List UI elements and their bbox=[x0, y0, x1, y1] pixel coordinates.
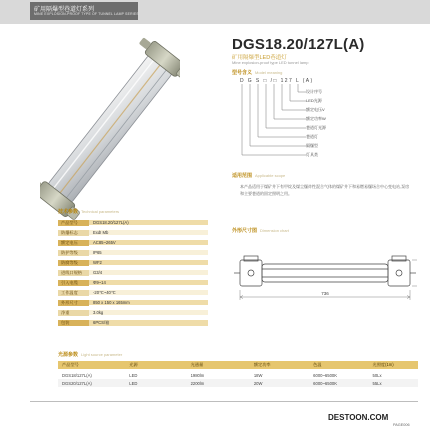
meaning-item: 设计序号 bbox=[306, 89, 322, 94]
dimension-length-label: 736 bbox=[321, 291, 329, 296]
param-label: 防腐等级 bbox=[58, 260, 89, 266]
dimension-title: 外形尺寸图 bbox=[232, 228, 258, 234]
ls-cell: 6000~6500K bbox=[313, 380, 338, 386]
light-source-title: 光源参数 bbox=[58, 352, 79, 358]
param-label: 防护等级 bbox=[58, 250, 89, 256]
product-lamp-image bbox=[40, 24, 180, 234]
ls-cell: 1980lm bbox=[190, 372, 205, 378]
series-title: 矿用隔爆型巷道灯系列 bbox=[34, 7, 95, 13]
table-row bbox=[58, 379, 418, 387]
param-value: ExdI Mb bbox=[89, 230, 208, 235]
param-row bbox=[58, 218, 208, 227]
tech-title-en: Technical parameters bbox=[81, 209, 120, 214]
model-meaning-heading bbox=[232, 69, 282, 76]
param-label: 额定电压 bbox=[58, 240, 89, 246]
param-row bbox=[58, 248, 208, 257]
meaning-item: LED光源 bbox=[306, 98, 322, 103]
ls-header-cell: 光通量 bbox=[190, 362, 204, 367]
ls-cell: 20W bbox=[253, 380, 263, 386]
ls-cell: 6000~6500K bbox=[313, 372, 338, 378]
series-badge bbox=[30, 2, 138, 20]
param-row bbox=[58, 228, 208, 237]
param-label: 净重 bbox=[58, 310, 89, 316]
param-value: WF2 bbox=[89, 260, 208, 265]
product-model: DGS18.20/127L(A) bbox=[232, 36, 365, 53]
model-code: D G S □ /□ 127 L (A) bbox=[240, 78, 314, 84]
meaning-item: 额定电压V bbox=[306, 107, 325, 112]
scope-title: 适用范围 bbox=[232, 173, 253, 179]
param-row bbox=[58, 238, 208, 247]
footer-divider bbox=[30, 401, 418, 402]
scope-text: 本产品适用于煤矿井下有甲烷及煤尘爆炸性混合气体的煤矿井下和易燃易爆场合中心变电站,泵房和主要巷道的固定照明之用。 bbox=[240, 184, 410, 196]
page-number: PAGE006 bbox=[393, 423, 410, 427]
param-value: 3.0kg bbox=[89, 310, 208, 315]
param-value: G3/4 bbox=[89, 270, 208, 275]
header-bar bbox=[0, 0, 430, 24]
ls-header-cell: 额定功率 bbox=[253, 362, 271, 367]
param-label: 外形尺寸 bbox=[58, 300, 89, 306]
param-value: 850 x 150 x 165mm bbox=[89, 300, 208, 305]
param-label: 产品型号 bbox=[58, 220, 89, 226]
tech-title: 技术参数 bbox=[58, 209, 79, 215]
param-row bbox=[58, 298, 208, 307]
dimension-title-en: Dimension chart bbox=[260, 228, 289, 233]
scope-title-en: Applicable scope bbox=[255, 173, 286, 178]
param-value: DGS18.20/127L(A) bbox=[89, 220, 208, 225]
ls-cell: 2200lm bbox=[190, 380, 205, 386]
table-row bbox=[58, 371, 418, 379]
product-name-cn: 矿用隔爆型LED巷道灯 bbox=[232, 55, 287, 61]
ls-cell: 18W bbox=[253, 372, 263, 378]
model-meaning-title-en: Model meaning bbox=[255, 70, 283, 75]
model-meaning-title: 型号含义 bbox=[232, 70, 253, 76]
ls-cell: LED bbox=[129, 372, 138, 378]
dimension-heading bbox=[232, 227, 289, 234]
meaning-item: 隔爆型 bbox=[306, 143, 318, 148]
brand-watermark: DESTOON.COM bbox=[328, 413, 389, 422]
meaning-item: 巷道灯 bbox=[306, 134, 318, 139]
param-value: Φ9~14 bbox=[89, 280, 208, 285]
param-value: -20℃~40℃ bbox=[89, 290, 208, 295]
param-row bbox=[58, 308, 208, 317]
meaning-item: 额定功率W bbox=[306, 116, 326, 121]
ls-cell: DGS18/127L(A) bbox=[62, 372, 92, 378]
ls-cell: 55Lx bbox=[372, 380, 382, 386]
ls-header-cell: 产品型号 bbox=[62, 362, 79, 367]
ls-cell: 50Lx bbox=[372, 372, 382, 378]
param-label: 进线口规格 bbox=[58, 270, 89, 276]
ls-cell: DGS20/127L(A) bbox=[62, 380, 92, 386]
light-source-header-row bbox=[58, 361, 418, 369]
param-row bbox=[58, 318, 208, 327]
meaning-item: 灯具类 bbox=[306, 152, 318, 157]
meaning-item: 巷道灯光源 bbox=[306, 125, 326, 130]
product-name-en: Mine explosion-proof type LED tunnel lamp bbox=[232, 60, 309, 65]
param-label: 引入电缆 bbox=[58, 280, 89, 286]
series-subtitle: MINE EXPLOSION-PROOF TYPE OF TUNNEL LAMP SERIES bbox=[34, 12, 139, 16]
tech-heading bbox=[58, 208, 119, 215]
param-value: IP65 bbox=[89, 250, 208, 255]
param-row bbox=[58, 258, 208, 267]
param-row bbox=[58, 278, 208, 287]
ls-header-cell: 光照度(1m) bbox=[372, 362, 394, 367]
dimension-drawing bbox=[232, 238, 418, 328]
model-meaning-leader-lines bbox=[240, 84, 310, 162]
scope-heading bbox=[232, 172, 285, 179]
ls-cell: LED bbox=[129, 380, 138, 386]
param-row bbox=[58, 288, 208, 297]
param-label: 防爆标志 bbox=[58, 230, 89, 236]
param-value: AC85~265V bbox=[89, 240, 208, 245]
param-row bbox=[58, 268, 208, 277]
param-label: 包装 bbox=[58, 320, 89, 326]
param-label: 工作温度 bbox=[58, 290, 89, 296]
light-source-title-en: Light source parameter bbox=[81, 352, 123, 357]
light-source-heading bbox=[58, 351, 122, 358]
param-value: 6PCS/箱 bbox=[89, 320, 208, 326]
ls-header-cell: 色温 bbox=[313, 362, 322, 367]
ls-header-cell: 光源 bbox=[129, 362, 138, 367]
tech-params-table bbox=[58, 218, 208, 328]
